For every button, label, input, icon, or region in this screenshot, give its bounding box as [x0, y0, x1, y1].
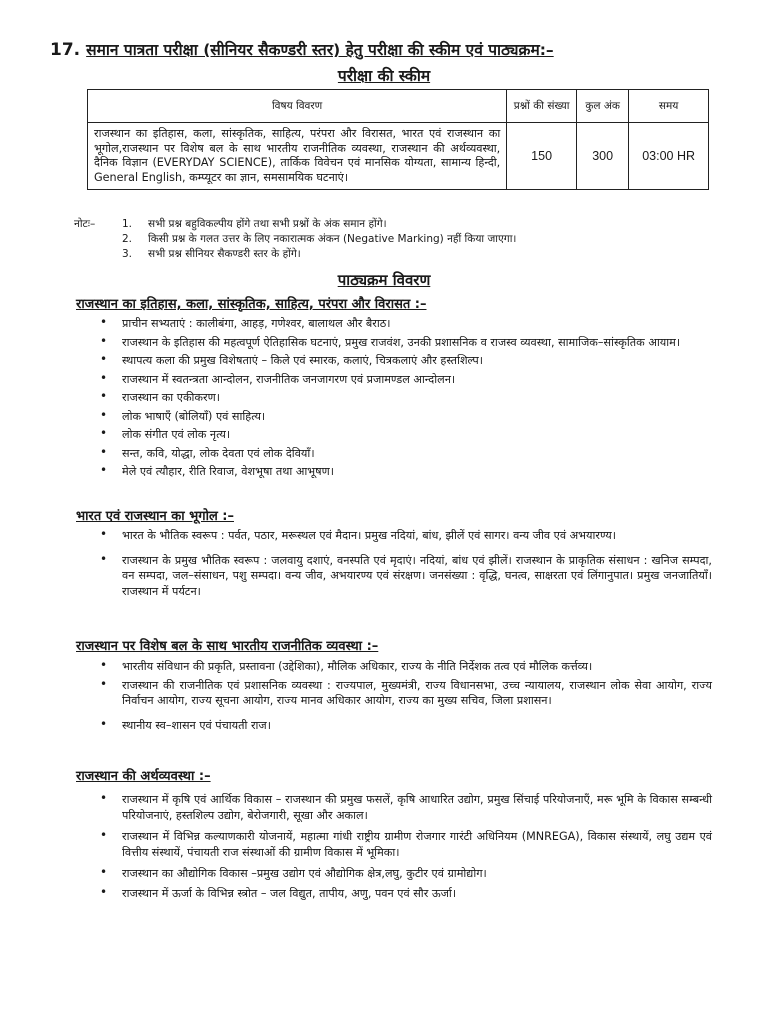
list-item: • राजस्थान में ऊर्जा के विभिन्न स्त्रोत – जल विद्युत, तापीय, अणु, पवन एवं सौर ऊर्जा। [100, 884, 457, 900]
section-list-economy [100, 792, 712, 901]
header-time: समय [629, 90, 709, 123]
list-item: • राजस्थान में स्वतन्त्रता आन्दोलन, राजनीतिक जनजागरण एवं प्रजामण्डल आन्दोलन। [100, 370, 456, 386]
list-item: • प्राचीन सभ्यताएं : कालीबंगा, आहड़, गणेश्वर, बालाथल और बैराठ। [100, 315, 391, 330]
list-item: • स्थापत्य कला की प्रमुख विशेषताएं – किले एवं स्मारक, कलाएं, चित्रकलाएं और हस्तशिल्प। [100, 352, 483, 367]
list-item: • राजस्थान के इतिहास की महत्वपूर्ण ऐतिहासिक घटनाएं, प्रमुख राजवंश, उनकी प्रशासनिक व राजस्व व्यवस्था, सामाजिक–सांस्कृतिक आयाम। [100, 333, 681, 349]
note-item: 2. किसी प्रश्न के गलत उत्तर के लिए नकारात्मक अंकन (Negative Marking) नहीं किया जाएगा। [122, 233, 517, 245]
header-questions: प्रश्नों की संख्या [507, 90, 577, 123]
bullet-icon: • [100, 444, 108, 459]
bullet-icon: • [100, 315, 108, 329]
section-list-history [100, 316, 712, 480]
section-list-polity [100, 659, 712, 733]
bullet-icon: • [100, 828, 108, 842]
bullet-icon: • [100, 527, 108, 541]
bullet-icon: • [100, 426, 108, 440]
document-heading [50, 38, 750, 60]
header-marks: कुल अंक [576, 90, 628, 123]
bullet-icon: • [100, 658, 108, 672]
list-item: • भारतीय संविधान की प्रकृति, प्रस्तावना (उद्देशिका), मौलिक अधिकार, राज्य के नीति निर्देशक तत्व एवं मौलिक कर्त्तव्य। [100, 658, 593, 673]
header-subject: विषय विवरण [88, 90, 507, 123]
exam-time: 03:00 HR [629, 123, 709, 190]
list-item: • राजस्थान का एकीकरण। [100, 389, 220, 404]
bullet-icon: • [100, 370, 108, 385]
list-item: • लोक भाषाएँ (बोलियाँ) एवं साहित्य। [100, 407, 266, 423]
bullet-icon: • [100, 791, 108, 805]
bullet-icon: • [100, 884, 108, 899]
syllabus-title: पाठ्यक्रम विवरण [337, 271, 431, 289]
bullet-icon: • [100, 716, 108, 731]
bullet-icon: • [100, 389, 108, 403]
list-item: • राजस्थान का औद्योगिक विकास –प्रमुख उद्योग एवं औद्योगिक क्षेत्र,लघु, कुटीर एवं ग्रामोद्योग। [100, 865, 487, 880]
subject-description: राजस्थान का इतिहास, कला, सांस्कृतिक, साहित्य, परंपरा और विरासत, भारत एवं राजस्थान का भूगोल,राजस्थान पर विशेष बल के साथ भारतीय राजनीतिक व्यवस्था, राजस्थान की अर्थव्यवस्था, दैनिक विज्ञान (EVERYDAY SCIENCE), तार्किक विवेचन एवं मानसिक योग्यता, सामान्य हिन्दी, General English, कम्प्यूटर का ज्ञान, समसामयिक घटनाएं। [88, 123, 507, 190]
bullet-icon: • [100, 407, 108, 422]
list-item: • लोक संगीत एवं लोक नृत्य। [100, 426, 231, 441]
section-title-history: राजस्थान का इतिहास, कला, सांस्कृतिक, साहित्य, परंपरा और विरासत :– [76, 297, 427, 312]
section-title-geography: भारत एवं राजस्थान का भूगोल :– [76, 509, 234, 524]
total-marks: 300 [576, 123, 628, 190]
bullet-icon: • [100, 333, 108, 348]
note-item: 3. सभी प्रश्न सीनियर सैकण्डरी स्तर के होंगे। [122, 248, 301, 260]
heading-text: समान पात्रता परीक्षा (सीनियर सैकण्डरी स्तर) हेतु परीक्षा की स्कीम एवं पाठ्यक्रम:– [86, 41, 554, 59]
questions-count: 150 [507, 123, 577, 190]
list-item: • स्थानीय स्व–शासन एवं पंचायती राज। [100, 716, 271, 732]
table-header-row [88, 90, 709, 123]
list-item: • सन्त, कवि, योद्धा, लोक देवता एवं लोक देवियाँ। [100, 444, 315, 460]
list-item: • मेले एवं त्यौहार, रीति रिवाज, वेशभूषा तथा आभूषण। [100, 463, 334, 478]
section-title-economy: राजस्थान की अर्थव्यवस्था :– [76, 769, 211, 784]
scheme-title: परीक्षा की स्कीम [337, 67, 431, 85]
section-title-polity: राजस्थान पर विशेष बल के साथ भारतीय राजनीतिक व्यवस्था :– [76, 639, 379, 654]
bullet-icon: • [100, 352, 108, 366]
list-item: • राजस्थान के प्रमुख भौतिक स्वरूप : जलवायु दशाएं, वनस्पति एवं मृदाएं। नदियां, बांध एवं झीलें। राजस्थान के प्राकृतिक संसाधन : खनिज सम्पदा, वन सम्पदा, जल–संसाधन, पशु सम्पदा। वन्य जीव, अभयारण्य एवं संरक्षण। जनसंख्या : वृद्धि, घनत्व, साक्षरता एवं लिंगानुपात। प्रमुख जनजातियाँ। राजस्थान में पर्यटन। [100, 551, 712, 598]
bullet-icon: • [100, 551, 108, 566]
list-item: • राजस्थान की राजनीतिक एवं प्रशासनिक व्यवस्था : राज्यपाल, मुख्यमंत्री, राज्य विधानसभा, उच्च न्यायालय, राजस्थान लोक सेवा आयोग, राज्य निर्वाचन आयोग, राज्य सूचना आयोग, राज्य मानव अधिकार आयोग, राज्य का मुख्य सचिव, जिला प्रशासन। [100, 676, 712, 707]
bullet-icon: • [100, 463, 108, 477]
notes-label: नोटः– [74, 218, 96, 230]
table-row [88, 123, 709, 190]
bullet-icon: • [100, 865, 108, 879]
list-item: • भारत के भौतिक स्वरूप : पर्वत, पठार, मरूस्थल एवं मैदान। प्रमुख नदियां, बांध, झीलें एवं सागर। वन्य जीव एवं अभयारण्य। [100, 527, 617, 542]
list-item: • राजस्थान में कृषि एवं आर्थिक विकास – राजस्थान की प्रमुख फसलें, कृषि आधारित उद्योग, प्रमुख सिंचाई परियोजनाएँ, मरू भूमि के विकास सम्बन्धी परियोजनाएं, हस्तशिल्प उद्योग, बेरोजगारी, सूखा और अकाल। [100, 791, 712, 822]
list-item: • राजस्थान में विभिन्न कल्याणकारी योजनायें, महात्मा गांधी राष्ट्रीय ग्रामीण रोजगार गारंटी अधिनियम (MNREGA), विकास संस्थायें, लघु उद्यम एवं वित्तीय संस्थायें, पंचायती राज संस्थाओं की ग्रामीण विकास में भूमिका। [100, 828, 712, 859]
section-list-geography [100, 528, 712, 599]
heading-number: 17. [50, 40, 81, 60]
bullet-icon: • [100, 676, 108, 691]
exam-scheme-table [87, 89, 709, 190]
note-item: 1. सभी प्रश्न बहुविकल्पीय होंगे तथा सभी प्रश्नों के अंक समान होंगे। [122, 218, 387, 230]
